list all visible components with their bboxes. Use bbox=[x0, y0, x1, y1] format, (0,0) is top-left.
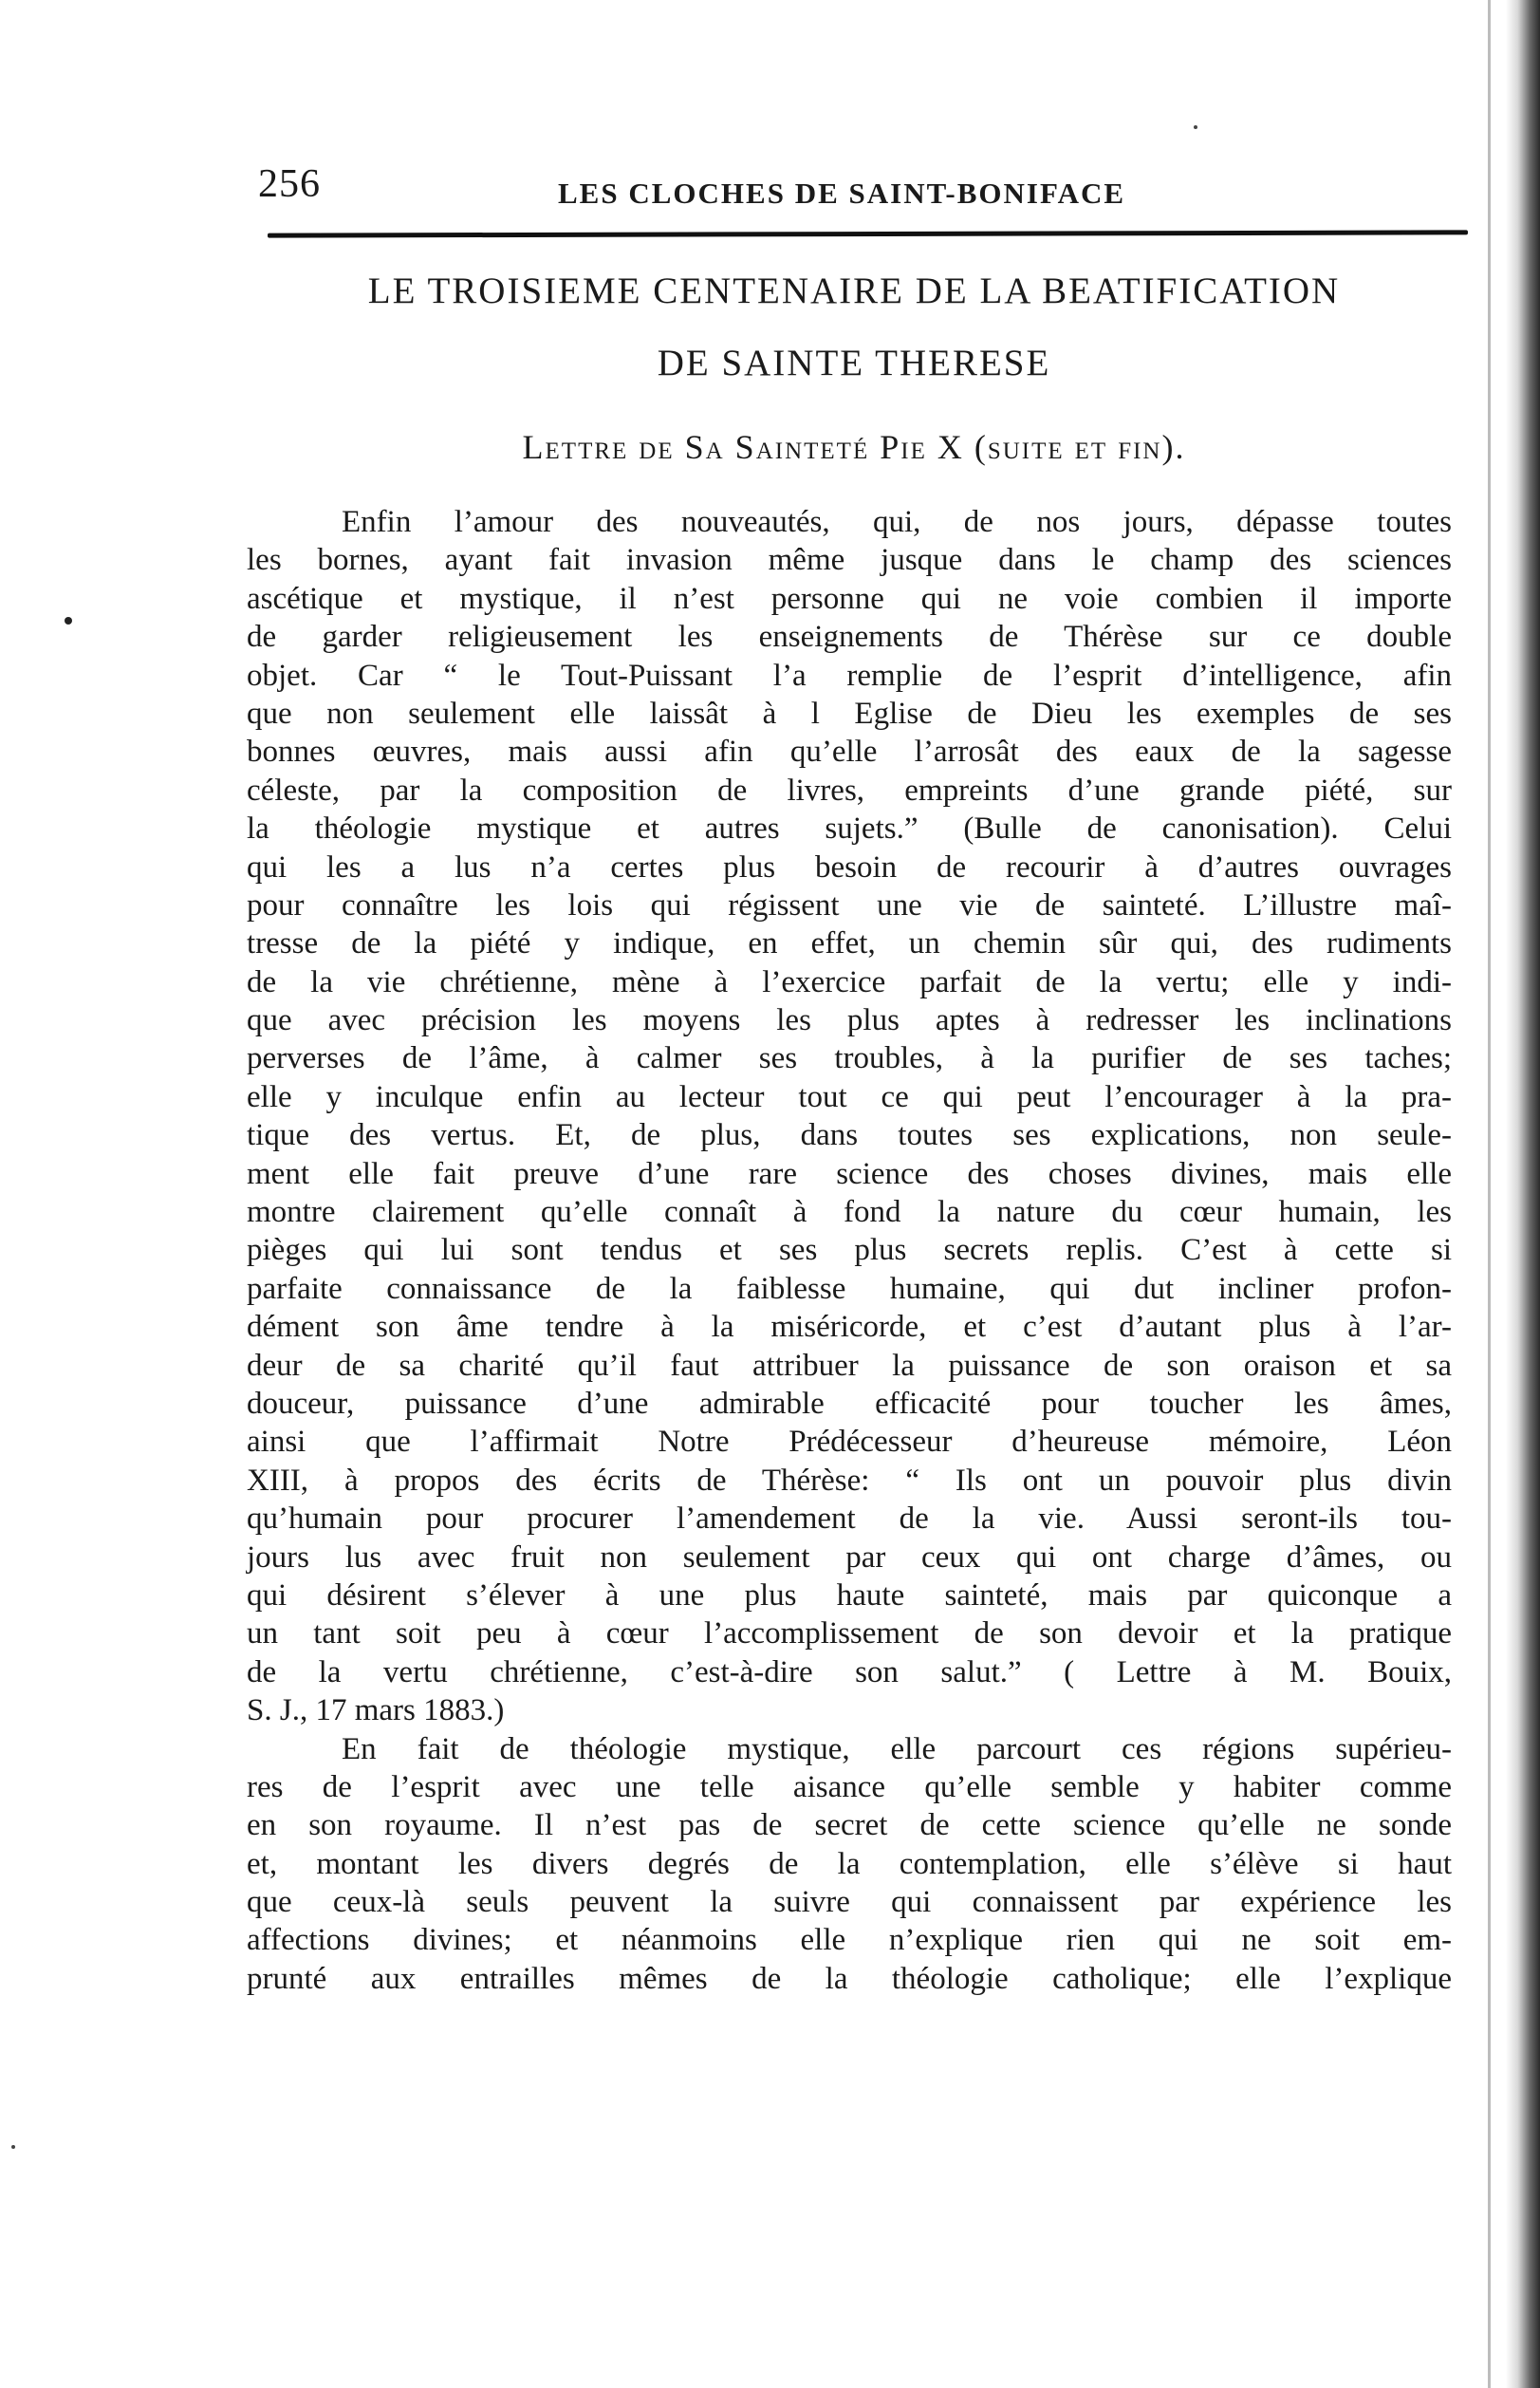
text-line: de garder religieusement les enseignements de Thérèse sur ce double bbox=[247, 620, 1452, 655]
text-line: la théologie mystique et autres sujets.” (Bulle de canonisation). Celui bbox=[247, 812, 1452, 847]
text-line: que non seulement elle laissât à l Eglise de Dieu les exemples de ses bbox=[247, 696, 1452, 731]
text-line: céleste, par la composition de livres, empreints d’une grande piété, sur bbox=[247, 773, 1452, 808]
text-line: prunté aux entrailles mêmes de la théologie catholique; elle l’explique bbox=[247, 1961, 1452, 1996]
text-line: perverses de l’âme, à calmer ses troubles, à la purifier de ses taches; bbox=[247, 1041, 1452, 1076]
text-line: et, montant les divers degrés de la contemplation, elle s’élève si haut bbox=[247, 1846, 1452, 1881]
header-rule bbox=[268, 230, 1468, 237]
ink-speck bbox=[1194, 125, 1197, 129]
text-line: les bornes, ayant fait invasion même jusque dans le champ des sciences bbox=[247, 543, 1452, 578]
text-line: jours lus avec fruit non seulement par ceux qui ont charge d’âmes, ou bbox=[247, 1539, 1452, 1575]
article-title-line-1: LE TROISIEME CENTENAIRE DE LA BEATIFICATION bbox=[367, 271, 1341, 311]
text-line: montre clairement qu’elle connaît à fond la nature du cœur humain, les bbox=[247, 1195, 1452, 1230]
text-line: deur de sa charité qu’il faut attribuer la puissance de son oraison et sa bbox=[247, 1348, 1452, 1383]
page-edge-line bbox=[1488, 0, 1491, 2388]
page-number: 256 bbox=[258, 162, 321, 206]
text-line: ascétique et mystique, il n’est personne qui ne voie combien il importe bbox=[247, 581, 1452, 616]
text-line: pour connaître les lois qui régissent une vie de sainteté. L’illustre maî- bbox=[247, 887, 1452, 923]
text-line: que ceux-là seuls peuvent la suivre qui connaissent par expérience les bbox=[247, 1885, 1452, 1920]
text-line: ainsi que l’affirmait Notre Prédécesseur d’heureuse mémoire, Léon bbox=[247, 1425, 1452, 1460]
text-line: pièges qui lui sont tendus et ses plus secrets replis. C’est à cette si bbox=[247, 1233, 1452, 1268]
text-line: tresse de la piété y indique, en effet, un chemin sûr qui, des rudiments bbox=[247, 926, 1452, 961]
text-line: elle y inculque enfin au lecteur tout ce qui peut l’encourager à la pra- bbox=[247, 1079, 1452, 1114]
text-line: tique des vertus. Et, de plus, dans toutes ses explications, non seule- bbox=[247, 1118, 1452, 1153]
text-line: dément son âme tendre à la miséricorde, et c’est d’autant plus à l’ar- bbox=[247, 1310, 1452, 1345]
article-title-line-2: DE SAINTE THERESE bbox=[657, 343, 1051, 383]
ink-speck bbox=[11, 2145, 15, 2149]
text-line: un tant soit peu à cœur l’accomplissement de son devoir et la pratique bbox=[247, 1616, 1452, 1651]
article-subtitle: Lettre de Sa Sainteté Pie X (suite et fin). bbox=[522, 428, 1186, 466]
margin-ink-dot bbox=[65, 617, 72, 625]
text-line: ment elle fait preuve d’une rare science des choses divines, mais elle bbox=[247, 1156, 1452, 1191]
text-line: objet. Car “ le Tout-Puissant l’a remplie de l’esprit d’intelligence, afin bbox=[247, 658, 1452, 693]
text-line: douceur, puissance d’une admirable efficacité pour toucher les âmes, bbox=[247, 1386, 1452, 1421]
text-line: de la vertu chrétienne, c’est-à-dire son salut.” ( Lettre à M. Bouix, bbox=[247, 1654, 1452, 1689]
text-line: en son royaume. Il n’est pas de secret de cette science qu’elle ne sonde bbox=[247, 1808, 1452, 1843]
text-line: affections divines; et néanmoins elle n’explique rien qui ne soit em- bbox=[247, 1923, 1452, 1958]
text-line: parfaite connaissance de la faiblesse humaine, qui dut incliner profon- bbox=[247, 1271, 1452, 1306]
text-line: Enfin l’amour des nouveautés, qui, de nos jours, dépasse toutes bbox=[342, 505, 1452, 539]
text-line: XIII, à propos des écrits de Thérèse: “ Ils ont un pouvoir plus divin bbox=[247, 1463, 1452, 1498]
text-line: bonnes œuvres, mais aussi afin qu’elle l’arrosât des eaux de la sagesse bbox=[247, 735, 1452, 770]
text-line: que avec précision les moyens les plus aptes à redresser les inclinations bbox=[247, 1003, 1452, 1038]
body-text bbox=[247, 503, 1452, 1998]
binding-shadow bbox=[1506, 0, 1540, 2388]
text-line: En fait de théologie mystique, elle parcourt ces régions supérieu- bbox=[342, 1731, 1452, 1766]
running-title: LES CLOCHES DE SAINT-BONIFACE bbox=[558, 177, 1126, 210]
text-line: de la vie chrétienne, mène à l’exercice parfait de la vertu; elle y indi- bbox=[247, 964, 1452, 999]
text-line: qui les a lus n’a certes plus besoin de recourir à d’autres ouvrages bbox=[247, 849, 1452, 885]
text-line: S. J., 17 mars 1883.) bbox=[247, 1693, 505, 1728]
text-line: qu’humain pour procurer l’amendement de la vie. Aussi seront-ils tou- bbox=[247, 1502, 1452, 1537]
text-line: qui désirent s’élever à une plus haute sainteté, mais par quiconque a bbox=[247, 1577, 1452, 1613]
text-line: res de l’esprit avec une telle aisance qu’elle semble y habiter comme bbox=[247, 1769, 1452, 1804]
